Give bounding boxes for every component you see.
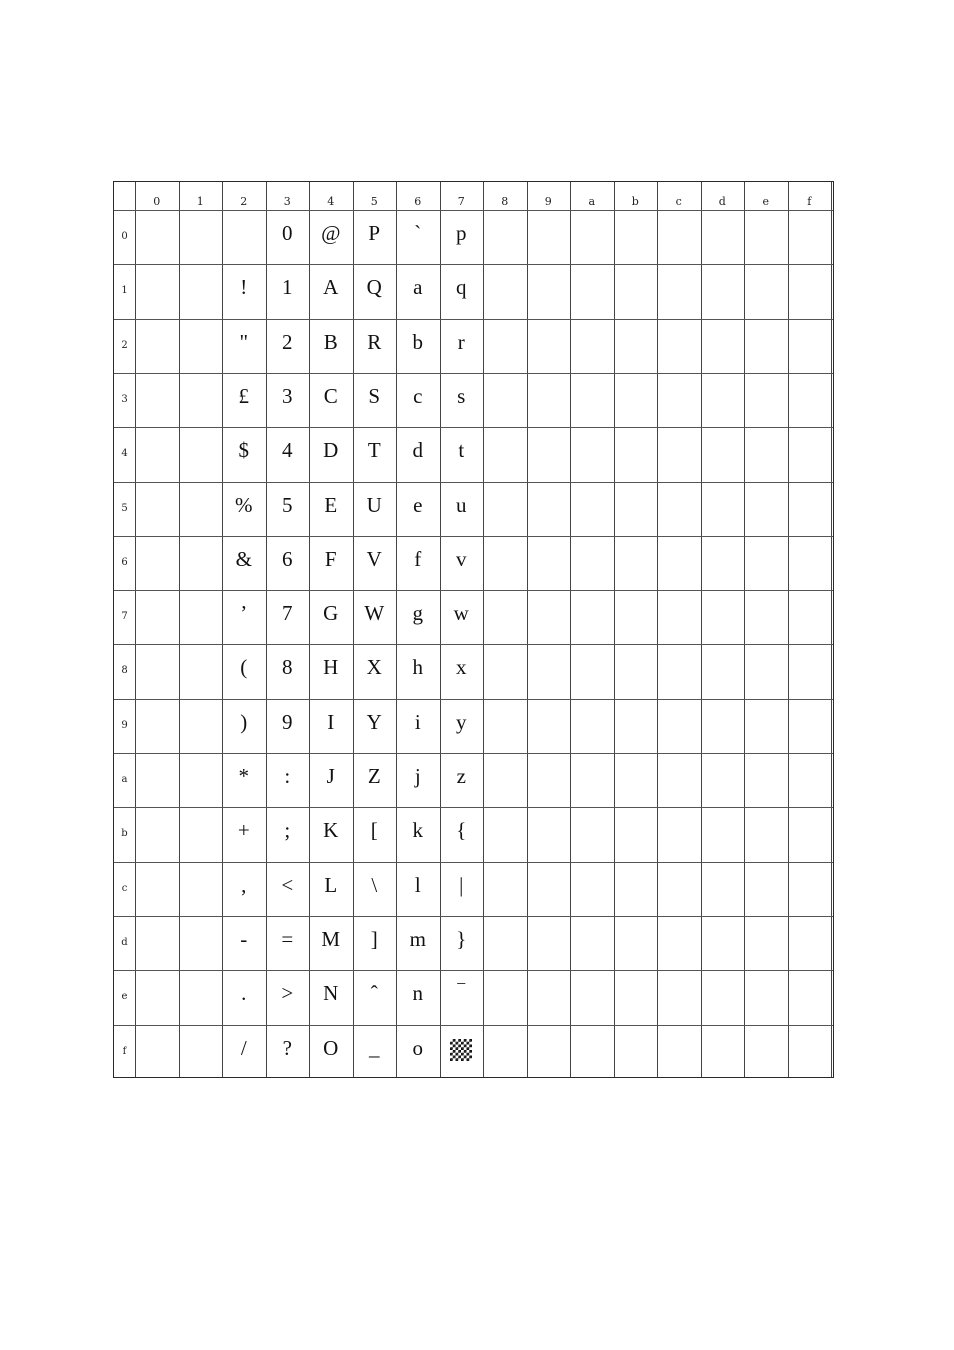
row-header: 9 (121, 719, 128, 731)
character-cell: Q (366, 275, 382, 300)
character-cell: q (456, 275, 467, 300)
grid-vertical-line (788, 182, 789, 1077)
character-cell: l (414, 872, 421, 897)
character-cell: 3 (282, 383, 293, 408)
character-cell: . (241, 981, 247, 1006)
column-header: 9 (544, 195, 552, 208)
character-cell: y (456, 709, 467, 734)
character-cell: L (324, 872, 338, 897)
character-cell: B (323, 329, 338, 354)
column-header: 3 (283, 195, 291, 208)
character-cell: 4 (282, 438, 293, 463)
grid-vertical-line (831, 182, 832, 1077)
grid-vertical-line (657, 182, 658, 1077)
character-cell: Y (366, 709, 382, 734)
character-code-table (113, 181, 834, 1078)
row-header: e (121, 991, 128, 1003)
character-cell: g (412, 601, 423, 626)
row-header: 4 (121, 448, 128, 460)
character-cell: 1 (282, 275, 293, 300)
grid-vertical-line (135, 182, 136, 1077)
column-header: 8 (501, 195, 509, 208)
column-header: 5 (370, 195, 378, 208)
row-header: a (121, 774, 128, 785)
column-header: 7 (457, 195, 465, 208)
character-cell: E (324, 492, 338, 517)
character-cell: 7 (282, 601, 293, 626)
row-header: 0 (121, 231, 128, 242)
column-header: f (807, 195, 812, 208)
character-cell: - (240, 926, 248, 951)
character-cell: K (323, 818, 339, 843)
character-cell: ! (240, 275, 248, 300)
character-cell: < (281, 872, 294, 897)
character-cell: e (413, 492, 423, 517)
character-cell: A (323, 275, 339, 300)
grid-vertical-line (744, 182, 745, 1077)
character-cell: ? (282, 1035, 292, 1060)
column-header: d (718, 195, 726, 208)
character-cell: r (457, 329, 465, 354)
character-cell: C (323, 383, 338, 408)
grid-vertical-line (179, 182, 180, 1077)
column-header: a (588, 195, 596, 208)
character-cell: p (456, 221, 467, 245)
character-cell: + (237, 818, 250, 843)
character-cell: d (412, 438, 423, 463)
character-cell: 8 (282, 655, 293, 680)
character-cell: 9 (282, 709, 293, 734)
grid-vertical-line (614, 182, 615, 1077)
character-cell (440, 1025, 484, 1079)
character-cell: o (412, 1035, 423, 1060)
character-cell: ‾ (457, 981, 465, 1006)
character-cell: I (327, 709, 335, 734)
character-cell: U (366, 492, 382, 517)
character-cell: 5 (282, 492, 293, 517)
character-cell: > (281, 981, 294, 1006)
column-header: 6 (414, 195, 422, 208)
row-header: 2 (121, 339, 128, 351)
character-cell: Z (367, 764, 381, 788)
character-cell: = (281, 926, 294, 951)
character-cell: s (457, 383, 466, 408)
character-cell: k (412, 818, 423, 843)
character-cell: t (458, 438, 465, 463)
character-cell: % (235, 492, 253, 517)
character-cell: P (368, 221, 381, 245)
character-cell: { (456, 818, 467, 843)
character-cell: a (413, 275, 423, 300)
row-header: 6 (121, 556, 128, 568)
row-header: c (121, 882, 128, 894)
character-cell: 6 (282, 546, 293, 571)
column-header: 1 (196, 195, 204, 208)
character-cell: W (364, 601, 385, 626)
character-cell: _ (369, 1035, 380, 1060)
character-cell: " (239, 329, 249, 354)
character-cell: h (412, 655, 423, 680)
grid-vertical-line (570, 182, 571, 1077)
character-cell: v (456, 546, 467, 571)
row-header: 3 (121, 393, 128, 405)
character-cell: / (240, 1035, 247, 1060)
character-cell: $ (238, 438, 249, 463)
character-cell: ; (284, 818, 291, 843)
character-cell: G (323, 601, 339, 626)
character-cell: * (238, 764, 249, 788)
character-cell: J (326, 764, 335, 788)
row-header: 8 (121, 665, 128, 677)
character-cell: £ (238, 383, 249, 408)
character-cell: D (323, 438, 339, 463)
character-cell: T (367, 438, 381, 463)
character-cell: V (366, 546, 382, 571)
character-cell: \ (371, 872, 378, 897)
character-cell: H (323, 655, 339, 680)
character-cell: ) (240, 709, 248, 734)
character-cell: S (368, 383, 381, 408)
column-header: 0 (153, 195, 161, 208)
row-header: 5 (121, 502, 128, 514)
checkerboard-icon (450, 1039, 472, 1061)
character-cell: } (456, 926, 467, 951)
character-cell: : (284, 764, 291, 788)
row-header: 1 (121, 285, 128, 297)
column-header: 2 (240, 195, 248, 208)
character-cell: ( (240, 655, 248, 680)
character-cell: 2 (282, 329, 293, 354)
character-cell: c (413, 383, 423, 408)
character-cell: n (412, 981, 423, 1006)
row-header: 7 (121, 611, 128, 623)
character-cell: ] (370, 926, 378, 951)
character-cell: b (412, 329, 423, 354)
character-cell: O (323, 1035, 339, 1060)
character-cell: X (366, 655, 382, 680)
character-cell: z (456, 764, 466, 788)
character-cell: , (241, 872, 247, 897)
character-cell: f (414, 546, 422, 571)
grid-vertical-line (483, 182, 484, 1077)
character-cell: R (367, 329, 382, 354)
character-cell: & (235, 546, 252, 571)
character-cell: ˆ (370, 981, 378, 1006)
column-header: e (762, 195, 769, 208)
character-cell: N (323, 981, 339, 1006)
character-cell: u (456, 492, 467, 517)
character-cell: m (409, 926, 426, 951)
character-cell: j (414, 764, 421, 788)
character-cell: i (414, 709, 421, 734)
column-header: b (631, 195, 639, 208)
character-cell: ’ (240, 601, 248, 626)
character-cell: | (459, 872, 464, 897)
row-header: f (122, 1045, 127, 1057)
character-cell: 0 (282, 221, 293, 245)
character-cell: F (324, 546, 337, 571)
character-cell: [ (370, 818, 378, 843)
character-cell: @ (321, 221, 341, 245)
row-header: d (121, 936, 128, 948)
grid-vertical-line (701, 182, 702, 1077)
character-cell: x (456, 655, 467, 680)
column-header: c (675, 195, 682, 208)
grid-vertical-line (527, 182, 528, 1077)
character-cell: ` (414, 221, 422, 245)
row-header: b (121, 828, 128, 840)
column-header: 4 (327, 195, 335, 208)
character-cell: w (453, 601, 469, 626)
character-cell: M (321, 926, 341, 951)
